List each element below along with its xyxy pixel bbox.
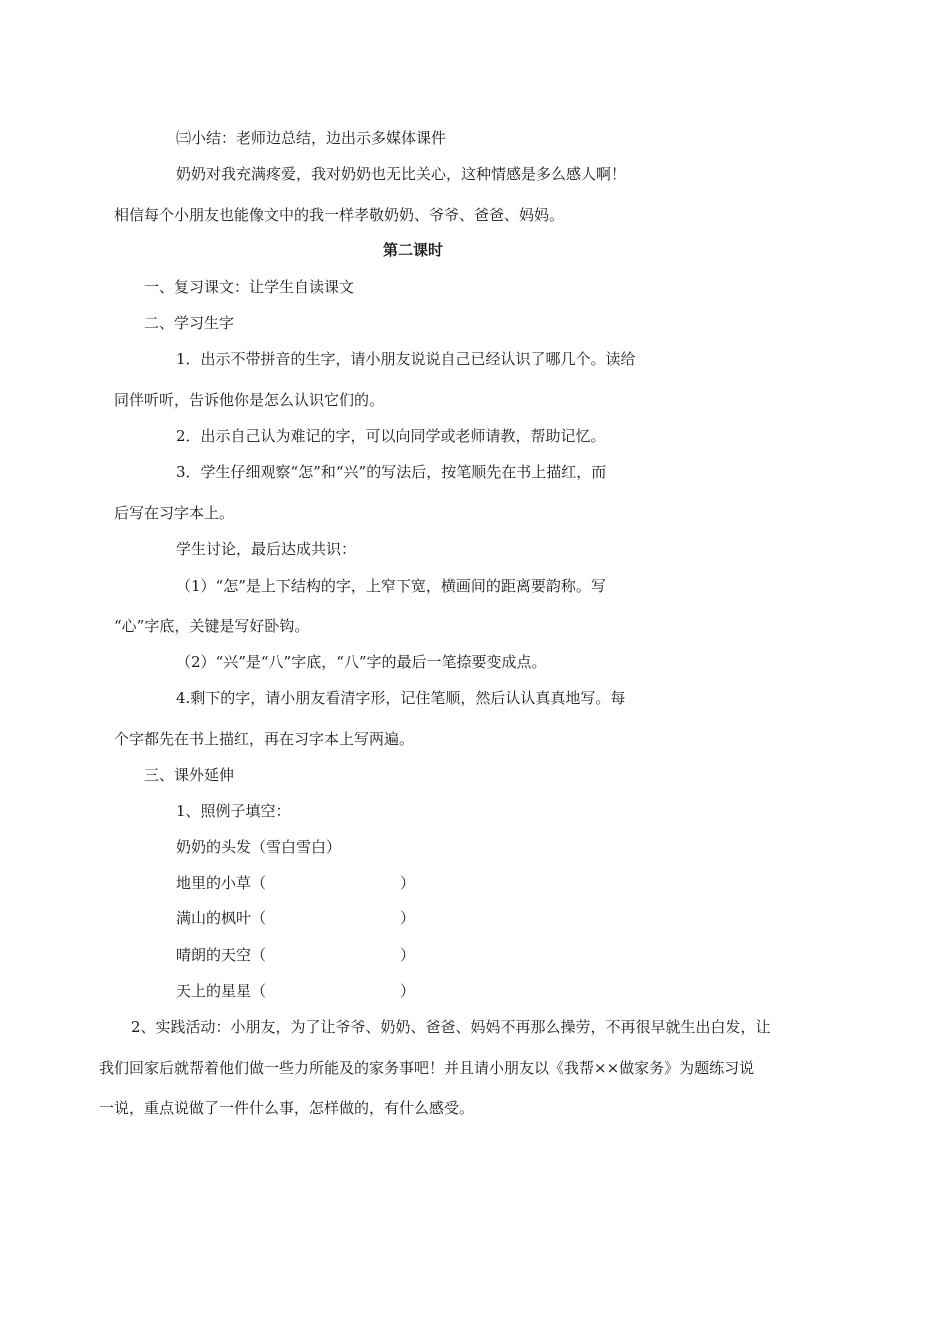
fill-blank-1: 地里的小草（ bbox=[176, 874, 267, 892]
point-2: （2）“兴”是“八”字底，“八”字的最后一笔捺要变成点。 bbox=[176, 653, 547, 671]
discussion-line: 学生讨论，最后达成共识： bbox=[176, 540, 357, 558]
study-item-4b: 个字都先在书上描红，再在习字本上写两遍。 bbox=[114, 730, 415, 748]
practice-line-2: 我们回家后就帮着他们做一些力所能及的家务事吧！并且请小朋友以《我帮××做家务》为题练习说 bbox=[99, 1059, 755, 1077]
fill-blank-4-close: ） bbox=[400, 982, 416, 1000]
point-1b: “心”字底，关键是写好卧钩。 bbox=[114, 617, 310, 635]
review-heading: 一、复习课文：让学生自读课文 bbox=[144, 278, 355, 296]
study-item-2: 2．出示自己认为难记的字，可以向同学或老师请教，帮助记忆。 bbox=[176, 427, 606, 445]
summary-line-1: 奶奶对我充满疼爱，我对奶奶也无比关心，这种情感是多么感人啊！ bbox=[176, 165, 627, 183]
practice-line-3: 一说，重点说做了一件什么事，怎样做的，有什么感受。 bbox=[99, 1099, 475, 1117]
study-item-1b: 同伴听听，告诉他你是怎么认识它们的。 bbox=[114, 391, 385, 409]
point-1a: （1）“怎”是上下结构的字，上窄下宽，横画间的距离要韵称。写 bbox=[176, 577, 606, 595]
practice-line-1: 2、实践活动：小朋友，为了让爷爷、奶奶、爸爸、妈妈不再那么操劳，不再很早就生出白发，让 bbox=[131, 1018, 771, 1036]
study-item-1a: 1．出示不带拼音的生字，请小朋友说说自己已经认识了哪几个。读给 bbox=[176, 350, 636, 368]
lesson-title: 第二课时 bbox=[383, 241, 444, 259]
fill-title: 1、照例子填空： bbox=[176, 802, 291, 820]
study-item-3a: 3．学生仔细观察“怎”和“兴”的写法后，按笔顺先在书上描红，而 bbox=[176, 463, 607, 481]
study-item-3b: 后写在习字本上。 bbox=[114, 504, 235, 522]
study-heading: 二、学习生字 bbox=[144, 314, 235, 332]
fill-blank-3-close: ） bbox=[400, 946, 416, 964]
summary-line-2: 相信每个小朋友也能像文中的我一样孝敬奶奶、爷爷、爸爸、妈妈。 bbox=[114, 206, 565, 224]
fill-blank-4: 天上的星星（ bbox=[176, 982, 267, 1000]
fill-blank-3: 晴朗的天空（ bbox=[176, 946, 267, 964]
fill-blank-1-close: ） bbox=[400, 874, 416, 892]
fill-blank-2-close: ） bbox=[400, 909, 416, 927]
study-item-4a: 4.剩下的字，请小朋友看清字形，记住笔顺，然后认认真真地写。每 bbox=[176, 689, 626, 707]
summary-heading: ㈢小结：老师边总结，边出示多媒体课件 bbox=[176, 129, 447, 147]
fill-example: 奶奶的头发（雪白雪白） bbox=[176, 838, 342, 856]
extension-heading: 三、课外延伸 bbox=[144, 766, 235, 784]
fill-blank-2: 满山的枫叶（ bbox=[176, 909, 267, 927]
